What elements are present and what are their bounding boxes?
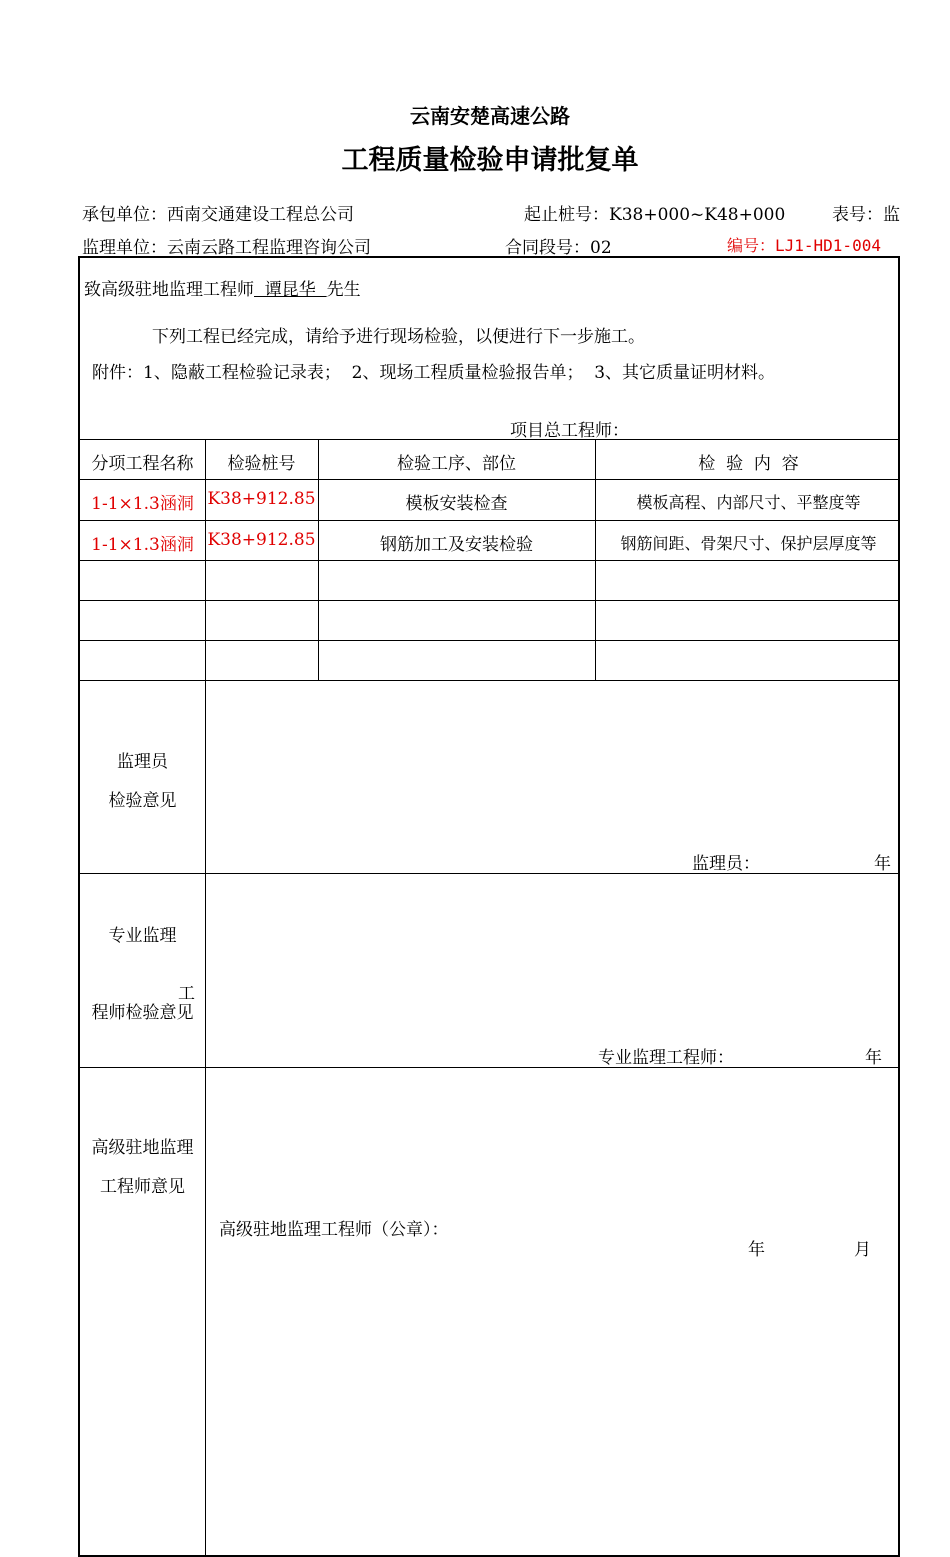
form-number: 表号：监 xyxy=(832,205,900,225)
header-item-name: 分项工程名称 xyxy=(91,454,194,474)
senior-month: 月 xyxy=(854,1240,871,1260)
addressee-line xyxy=(84,275,361,300)
specialist-year: 年 xyxy=(865,1048,882,1068)
inspector-year: 年 xyxy=(874,854,891,874)
senior-year: 年 xyxy=(748,1240,765,1260)
inspector-label-2: 检验意见 xyxy=(108,791,177,811)
form-title: 工程质量检验申请批复单 xyxy=(341,145,639,176)
specialist-label: 专业监理 xyxy=(108,926,177,946)
document-title: 云南安楚高速公路 xyxy=(410,104,570,128)
attachments-line: 附件：1、隐蔽工程检验记录表； 2、现场工程质量检验报告单； 3、其它质量证明材料。 xyxy=(92,363,776,383)
senior-label-2: 工程师意见 xyxy=(100,1177,185,1197)
senior-label: 高级驻地监理 xyxy=(91,1138,194,1158)
table-cell: 钢筋间距、骨架尺寸、保护层厚度等 xyxy=(620,534,877,553)
form-table xyxy=(78,256,900,1557)
table-cell: 1-1×1.3涵洞 xyxy=(91,535,194,555)
table-cell: 钢筋加工及安装检验 xyxy=(380,535,533,555)
specialist-sign: 专业监理工程师： xyxy=(598,1048,734,1068)
inspector-label: 监理员 xyxy=(117,752,168,772)
addressee-prefix: 致高级驻地监理工程师 xyxy=(84,280,254,300)
serial-number: 编号：LJ1-HD1-004 xyxy=(727,236,881,255)
header-station: 检验桩号 xyxy=(227,454,296,474)
table-cell: K38+912.85 xyxy=(207,489,316,509)
contract-section: 合同段号：02 xyxy=(505,238,612,258)
request-body: 下列工程已经完成，请给予进行现场检验，以便进行下一步施工。 xyxy=(152,327,645,347)
table-cell: 1-1×1.3涵洞 xyxy=(91,494,194,514)
supervisor-info: 监理单位：云南云路工程监理咨询公司 xyxy=(82,238,371,258)
inspector-sign: 监理员： xyxy=(692,854,760,874)
table-cell: K38+912.85 xyxy=(207,530,316,550)
header-content: 检 验 内 容 xyxy=(698,454,799,474)
table-cell: 模板高程、内部尺寸、平整度等 xyxy=(636,493,861,512)
specialist-label-2: 工 xyxy=(178,984,195,1004)
header-procedure: 检验工序、部位 xyxy=(397,454,516,474)
addressee-suffix: 先生 xyxy=(326,280,361,300)
station-range: 起止桩号：K38+000~K48+000 xyxy=(524,205,786,225)
specialist-label-3: 程师检验意见 xyxy=(91,1003,194,1023)
senior-sign: 高级驻地监理工程师（公章）： xyxy=(219,1220,449,1240)
chief-engineer-sign: 项目总工程师： xyxy=(510,421,629,441)
contractor-info: 承包单位：西南交通建设工程总公司 xyxy=(82,205,354,225)
addressee-name: 谭昆华 xyxy=(254,280,327,300)
table-cell: 模板安装检查 xyxy=(405,494,508,514)
